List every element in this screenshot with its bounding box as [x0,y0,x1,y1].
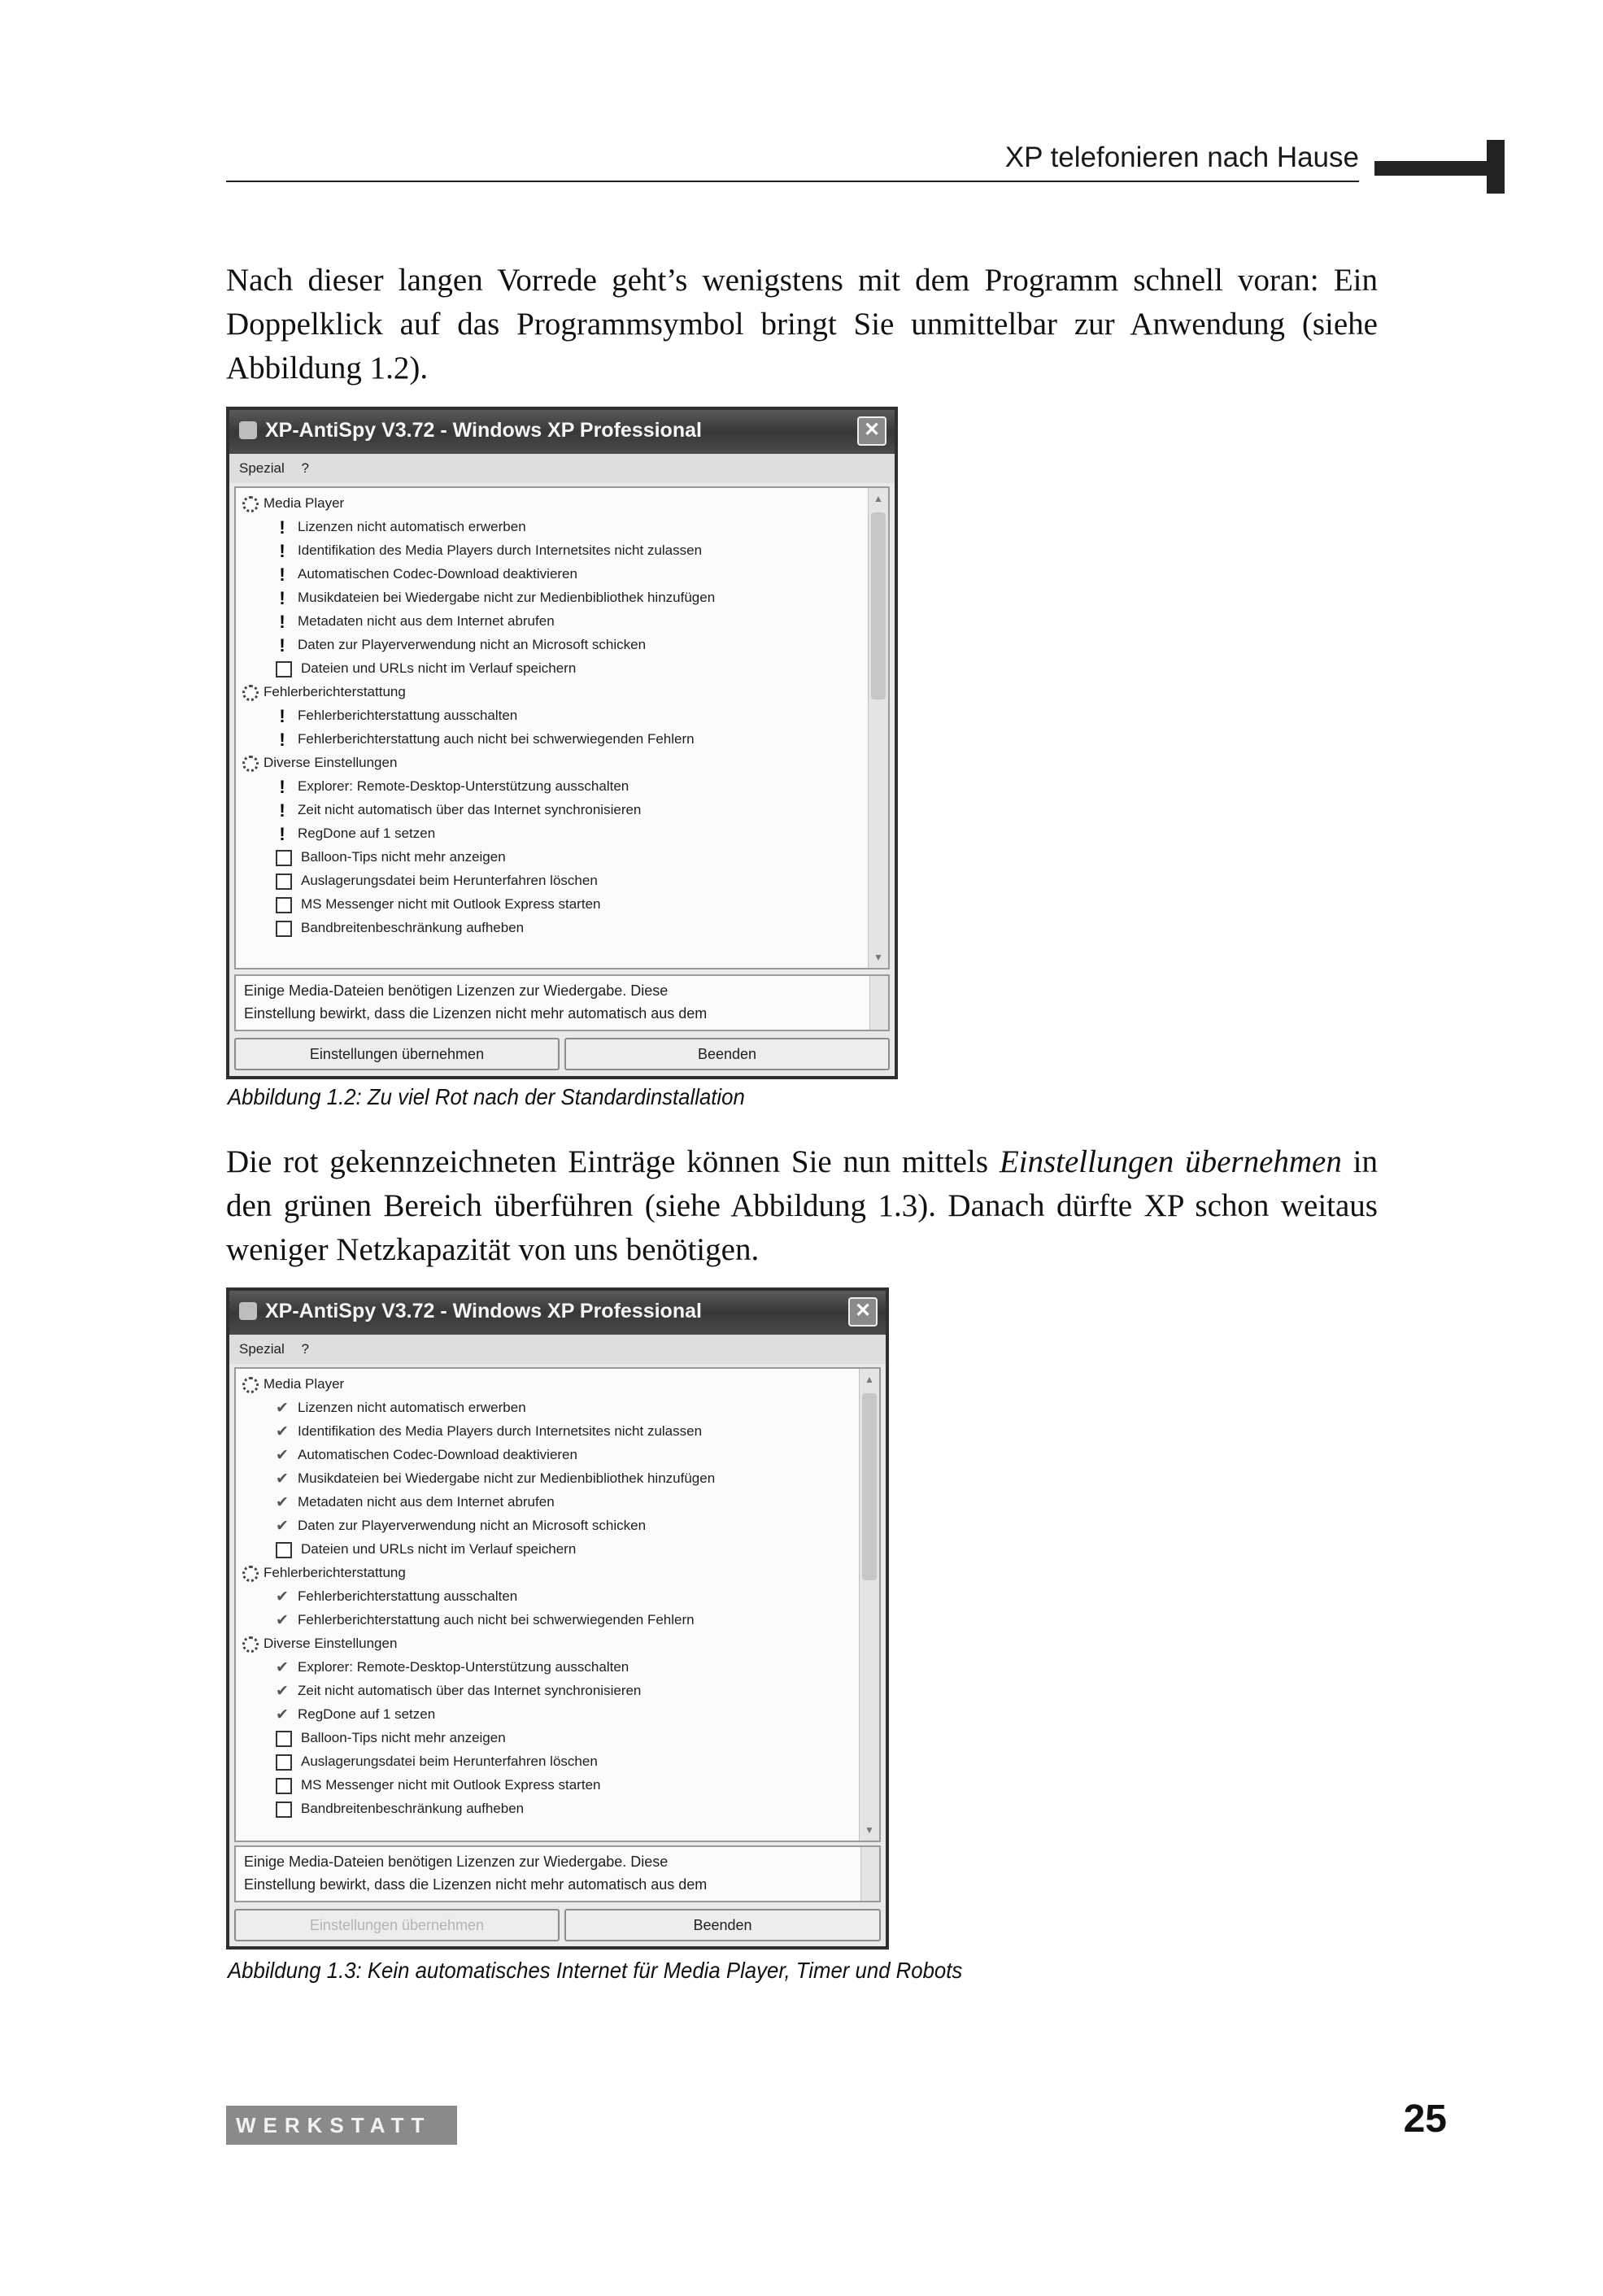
empty-checkbox-icon[interactable] [276,897,292,913]
description-box [234,974,890,1031]
tree-item[interactable] [273,727,695,752]
tree-label: Lizenzen nicht automatisch erwerben [298,519,526,534]
tree-item[interactable] [273,845,506,869]
description-line: Einstellung bewirkt, dass die Lizenzen nicht mehr automatisch aus dem [244,1876,708,1893]
tree-item[interactable] [273,774,629,799]
tree-label: Dateien und URLs nicht im Verlauf speichern [301,1541,577,1557]
tree-item[interactable] [273,515,526,539]
tree-item[interactable] [273,1655,629,1680]
tree-item[interactable] [273,1584,517,1609]
tree-item[interactable] [273,609,555,634]
paragraph-2-emphasis: Einstellungen übernehmen [999,1144,1342,1179]
tree-item[interactable] [273,633,646,657]
tree-label: Metadaten nicht aus dem Internet abrufen [298,1494,555,1510]
exclamation-icon[interactable]: ! [279,776,285,797]
checkmark-icon[interactable]: ✔ [276,1658,289,1676]
exclamation-icon[interactable]: ! [279,823,285,844]
checkmark-icon[interactable]: ✔ [276,1422,289,1440]
exclamation-icon[interactable]: ! [279,729,285,750]
empty-checkbox-icon[interactable] [276,874,292,890]
checkmark-icon[interactable]: ✔ [276,1517,289,1535]
empty-checkbox-icon[interactable] [276,850,292,866]
tree-item[interactable] [273,1773,600,1797]
quit-button[interactable]: Beenden [564,1038,890,1070]
close-button[interactable]: ✕ [848,1297,878,1327]
settings-tree[interactable] [234,1367,881,1842]
tree-item[interactable] [273,1726,506,1750]
tree-label: MS Messenger nicht mit Outlook Express starten [301,896,601,912]
tree-label: Fehlerberichterstattung ausschalten [298,1588,518,1604]
exclamation-icon[interactable]: ! [279,587,285,608]
tree-item[interactable] [273,1797,524,1821]
description-scrollbar[interactable] [869,976,888,1030]
apply-settings-button[interactable]: Einstellungen übernehmen [234,1038,560,1070]
running-head-tab-bar [1374,161,1496,176]
tree-group[interactable] [242,1632,397,1656]
button-row [234,1038,890,1072]
scroll-thumb[interactable] [871,512,886,699]
tree-label: Fehlerberichterstattung [264,1565,406,1580]
tree-group[interactable] [242,680,406,704]
running-head [226,130,1359,182]
tree-item[interactable] [273,586,715,610]
scroll-down-icon[interactable]: ▼ [865,1824,874,1836]
checkmark-icon[interactable]: ✔ [276,1611,289,1629]
gear-icon [242,1636,259,1653]
checkmark-icon[interactable]: ✔ [276,1493,289,1511]
menu-spezial[interactable]: Spezial [239,460,285,476]
window-title: XP-AntiSpy V3.72 - Windows XP Professional [265,1300,702,1322]
menu-help[interactable]: ? [301,1341,309,1357]
tree-item[interactable] [273,538,702,563]
menu-bar [229,1335,886,1364]
tree-item[interactable] [273,656,576,681]
tree-item[interactable] [273,798,641,822]
tree-item[interactable] [273,1443,577,1467]
tree-label: MS Messenger nicht mit Outlook Express starten [301,1777,601,1793]
window-titlebar[interactable] [229,410,895,454]
tree-item[interactable] [273,869,598,893]
tree-scrollbar[interactable] [868,488,888,968]
tree-item[interactable] [273,916,524,940]
tree-label: Bandbreitenbeschränkung aufheben [301,1801,525,1816]
tree-item[interactable] [273,1537,576,1562]
tree-group[interactable] [242,1372,344,1396]
tree-item[interactable] [273,1396,526,1420]
figure-2-window [226,1287,889,1950]
menu-spezial[interactable]: Spezial [239,1341,285,1357]
tree-label: Lizenzen nicht automatisch erwerben [298,1400,526,1415]
close-button[interactable]: ✕ [857,416,886,446]
gear-icon [242,685,259,701]
gear-icon [242,1566,259,1582]
gear-icon [242,1377,259,1393]
gear-icon [242,496,259,512]
checkmark-icon[interactable]: ✔ [276,1706,289,1723]
page-number: 25 [1403,2098,1447,2141]
tree-scrollbar[interactable] [859,1369,879,1841]
tree-label: Explorer: Remote-Desktop-Unterstützung ausschalten [298,778,629,794]
tree-label: RegDone auf 1 setzen [298,1706,436,1722]
quit-button[interactable]: Beenden [564,1909,881,1941]
tree-item[interactable] [273,821,435,846]
tree-item[interactable] [273,704,517,728]
paragraph-1: Nach dieser langen Vorrede geht’s wenigstens mit dem Programm schnell voran: Ein Doppelklick auf das Programmsymbol bringt Sie unmittelbar zur Anwendung (siehe Abbildung 1.2). [226,263,1378,386]
tree-item[interactable] [273,1419,702,1444]
empty-checkbox-icon[interactable] [276,1778,292,1794]
paragraph-2 [226,1140,1378,1272]
window-title: XP-AntiSpy V3.72 - Windows XP Professional [265,419,702,442]
app-icon [239,1302,257,1320]
app-icon [239,421,257,439]
footer-badge: WERKSTATT [226,2106,457,2145]
tree-label: Bandbreitenbeschränkung aufheben [301,920,525,935]
tree-group[interactable] [242,491,344,516]
tree-label: Fehlerberichterstattung auch nicht bei schwerwiegenden Fehlern [298,731,695,747]
tree-label: Zeit nicht automatisch über das Internet synchronisieren [298,802,642,817]
checkmark-icon[interactable]: ✔ [276,1446,289,1464]
tree-label: Explorer: Remote-Desktop-Unterstützung ausschalten [298,1659,629,1675]
menu-help[interactable]: ? [301,460,309,476]
tree-label: Fehlerberichterstattung [264,684,406,699]
scroll-up-icon[interactable]: ▲ [865,1374,874,1385]
tree-label: Automatischen Codec-Download deaktivieren [298,566,577,582]
tree-label: Fehlerberichterstattung ausschalten [298,708,518,723]
empty-checkbox-icon[interactable] [276,1802,292,1818]
tree-label: Musikdateien bei Wiedergabe nicht zur Medienbibliothek hinzufügen [298,590,716,605]
menu-bar [229,454,895,483]
tree-label: Daten zur Playerverwendung nicht an Microsoft schicken [298,1518,647,1533]
empty-checkbox-icon[interactable] [276,1542,292,1558]
tree-label: Dateien und URLs nicht im Verlauf speichern [301,660,577,676]
tree-label: RegDone auf 1 setzen [298,826,436,841]
checkmark-icon[interactable]: ✔ [276,1399,289,1417]
tree-item[interactable] [273,1490,555,1514]
description-line: Einstellung bewirkt, dass die Lizenzen nicht mehr automatisch aus dem [244,1005,708,1022]
tree-label: Zeit nicht automatisch über das Internet synchronisieren [298,1683,642,1698]
tree-item[interactable] [273,1608,695,1632]
figure-1-window [226,407,898,1079]
tree-label: Metadaten nicht aus dem Internet abrufen [298,613,555,629]
checkmark-icon[interactable]: ✔ [276,1588,289,1605]
tree-label: Musikdateien bei Wiedergabe nicht zur Medienbibliothek hinzufügen [298,1470,716,1486]
tree-label: Balloon-Tips nicht mehr anzeigen [301,849,506,865]
exclamation-icon[interactable]: ! [279,516,285,538]
tree-label: Diverse Einstellungen [264,1636,398,1651]
description-box [234,1845,881,1902]
tree-label: Fehlerberichterstattung auch nicht bei schwerwiegenden Fehlern [298,1612,695,1627]
tree-group[interactable] [242,1561,406,1585]
tree-label: Balloon-Tips nicht mehr anzeigen [301,1730,506,1745]
tree-label: Auslagerungsdatei beim Herunterfahren löschen [301,1754,598,1769]
description-line: Einige Media-Dateien benötigen Lizenzen zur Wiedergabe. Diese [244,1854,669,1870]
tree-item[interactable] [273,1702,435,1727]
empty-checkbox-icon[interactable] [276,1754,292,1771]
tree-label: Media Player [264,495,345,511]
tree-item[interactable] [273,1679,641,1703]
tree-item[interactable] [273,892,600,917]
tree-group[interactable] [242,751,397,775]
exclamation-icon[interactable]: ! [279,634,285,656]
exclamation-icon[interactable]: ! [279,611,285,632]
running-head-title: XP telefonieren nach Hause [1004,142,1359,173]
settings-tree[interactable] [234,486,890,969]
apply-settings-button[interactable]: Einstellungen übernehmen [234,1909,560,1941]
tree-item[interactable] [273,1466,715,1491]
running-head-tab-foot [1487,140,1505,194]
paragraph-2-text: Die rot gekennzeichneten Einträge können Sie nun mittels [226,1144,1000,1179]
description-line: Einige Media-Dateien benötigen Lizenzen zur Wiedergabe. Diese [244,982,669,999]
tree-label: Automatischen Codec-Download deaktivieren [298,1447,577,1462]
exclamation-icon[interactable]: ! [279,705,285,726]
scroll-up-icon[interactable]: ▲ [873,493,883,504]
tree-item[interactable] [273,1749,598,1774]
tree-label: Identifikation des Media Players durch Internetsites nicht zulassen [298,1423,703,1439]
tree-label: Identifikation des Media Players durch Internetsites nicht zulassen [298,542,703,558]
paragraph-2-text: in den grünen Bereich überführen (siehe Abbildung 1.3). Danach dürfte XP schon weitaus weniger Netzkapazität von uns benötigen. [226,1144,1378,1267]
tree-label: Media Player [264,1376,345,1392]
empty-checkbox-icon[interactable] [276,661,292,677]
checkmark-icon[interactable]: ✔ [276,1682,289,1700]
button-row [234,1909,881,1943]
scroll-down-icon[interactable]: ▼ [873,952,883,963]
tree-label: Daten zur Playerverwendung nicht an Microsoft schicken [298,637,647,652]
exclamation-icon[interactable]: ! [279,799,285,821]
gear-icon [242,756,259,772]
tree-item[interactable] [273,1514,646,1538]
tree-label: Auslagerungsdatei beim Herunterfahren löschen [301,873,598,888]
exclamation-icon[interactable]: ! [279,564,285,585]
description-scrollbar[interactable] [860,1847,879,1901]
empty-checkbox-icon[interactable] [276,921,292,937]
empty-checkbox-icon[interactable] [276,1731,292,1747]
tree-label: Diverse Einstellungen [264,755,398,770]
figure-2-caption: Abbildung 1.3: Kein automatisches Internet für Media Player, Timer und Robots [228,1958,963,1983]
checkmark-icon[interactable]: ✔ [276,1470,289,1488]
tree-item[interactable] [273,562,577,586]
figure-1-caption: Abbildung 1.2: Zu viel Rot nach der Standardinstallation [228,1084,745,1109]
window-titlebar[interactable] [229,1291,886,1335]
scroll-thumb[interactable] [862,1393,877,1580]
exclamation-icon[interactable]: ! [279,540,285,561]
